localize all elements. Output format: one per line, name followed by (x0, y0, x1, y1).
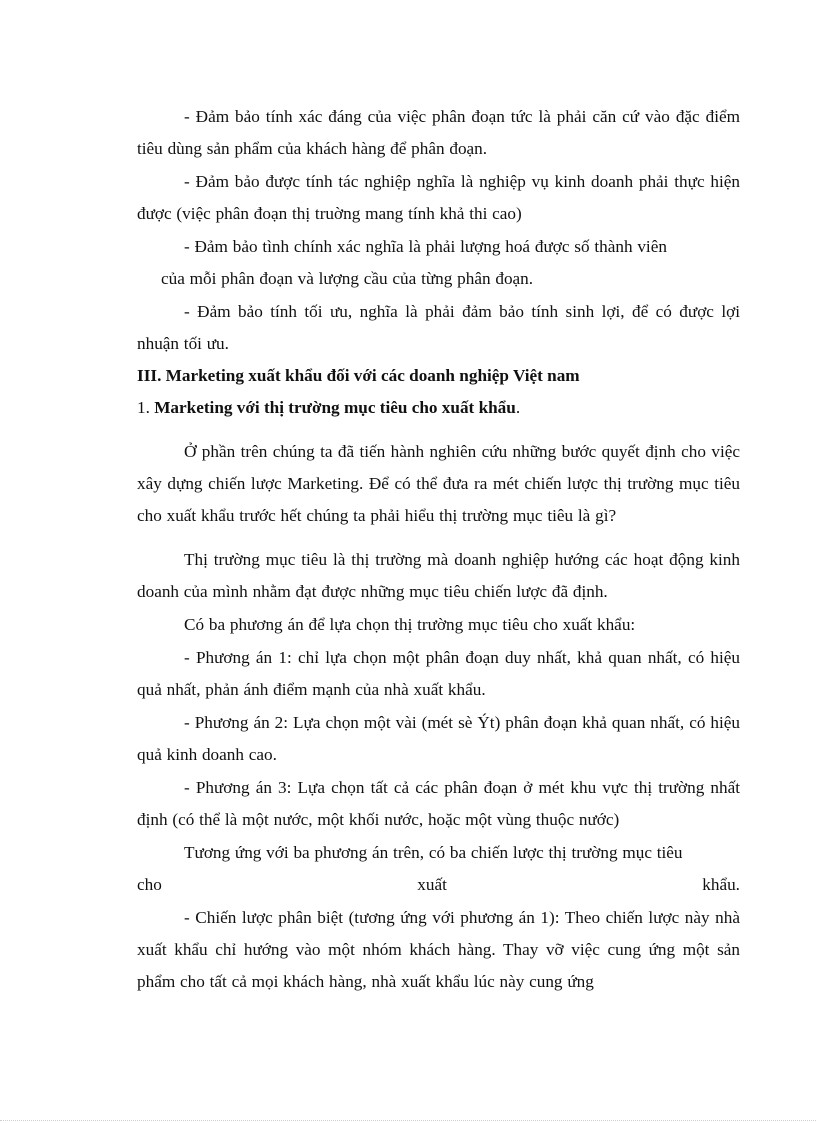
word-xuat: xuất (417, 875, 447, 894)
paragraph-differentiated-strategy: - Chiến lược phân biệt (tương ứng với phương án 1): Theo chiến lược này nhà xuất khẩu chỉ hướng vào một nhóm khách hàng. Thay vỡ việc cung ứng một sản phẩm cho tất cả mọi khách hàng, nhà xuất khẩu lúc này cung ứng (137, 908, 740, 991)
paragraph-target-market: Thị trường mục tiêu là thị trường mà doanh nghiệp hướng các hoạt động kinh doanh của mình nhằm đạt được những mục tiêu chiến lược đã định. (137, 550, 740, 601)
paragraph-option-1: - Phương án 1: chỉ lựa chọn một phân đoạn duy nhất, khả quan nhất, có hiệu quả nhất, phản ánh điểm mạnh của nhà xuất khẩu. (137, 648, 740, 699)
subsection-end: . (515, 398, 521, 417)
page-bottom-rule (0, 1120, 816, 1121)
paragraph-intro: Ở phần trên chúng ta đã tiến hành nghiên cứu những bước quyết định cho việc xây dựng chiến lược Marketing. Để có thể đưa ra mét chiến lược thị trường mục tiêu cho xuất khẩu trước hết chúng ta phải hiểu thị trường mục tiêu là gì? (137, 442, 740, 525)
paragraph-optimality: - Đảm bảo tính tối ưu, nghĩa là phải đảm bảo tính sinh lợi, để có được lợi nhuận tối ưu. (137, 302, 740, 353)
paragraph-precision (137, 231, 740, 295)
paragraph-accuracy: - Đảm bảo tính xác đáng của việc phân đoạn tức là phải căn cứ vào đặc điểm tiêu dùng sản phẩm của khách hàng để phân đoạn. (137, 107, 740, 158)
subsection-heading (137, 392, 740, 424)
paragraph-three-options: Có ba phương án để lựa chọn thị trường mục tiêu cho xuất khẩu: (184, 615, 636, 634)
page-content (137, 101, 740, 998)
paragraph-operability: - Đảm bảo được tính tác nghiệp nghĩa là nghiệp vụ kinh doanh phải thực hiện được (việc phân đoạn thị truờng mang tính khả thi cao) (137, 172, 740, 223)
section-heading: III. Marketing xuất khẩu đối với các doanh nghiệp Việt nam (137, 366, 580, 385)
word-cho: cho (137, 875, 162, 894)
paragraph-three-strategies: Tương ứng với ba phương án trên, có ba chiến lược thị trường mục tiêu (184, 843, 683, 862)
word-khau: khẩu. (702, 875, 740, 894)
paragraph-option-2: - Phương án 2: Lựa chọn một vài (mét sè Ýt) phân đoạn khả quan nhất, có hiệu quả kinh doanh cao. (137, 713, 740, 764)
paragraph-three-strategies-line2 (137, 869, 740, 901)
paragraph-option-3: - Phương án 3: Lựa chọn tất cả các phân đoạn ở mét khu vực thị trường nhất định (có thể là một nước, một khối nước, hoặc một vùng thuộc nước) (137, 778, 740, 829)
paragraph-precision-line2: của mỗi phân đoạn và lượng cầu của từng phân đoạn. (161, 269, 534, 288)
paragraph-precision-line1: - Đảm bảo tình chính xác nghĩa là phải lượng hoá được số thành viên (184, 237, 667, 256)
subsection-number: 1. (137, 398, 150, 417)
subsection-title: Marketing với thị trường mục tiêu cho xuất khẩu (154, 398, 516, 417)
